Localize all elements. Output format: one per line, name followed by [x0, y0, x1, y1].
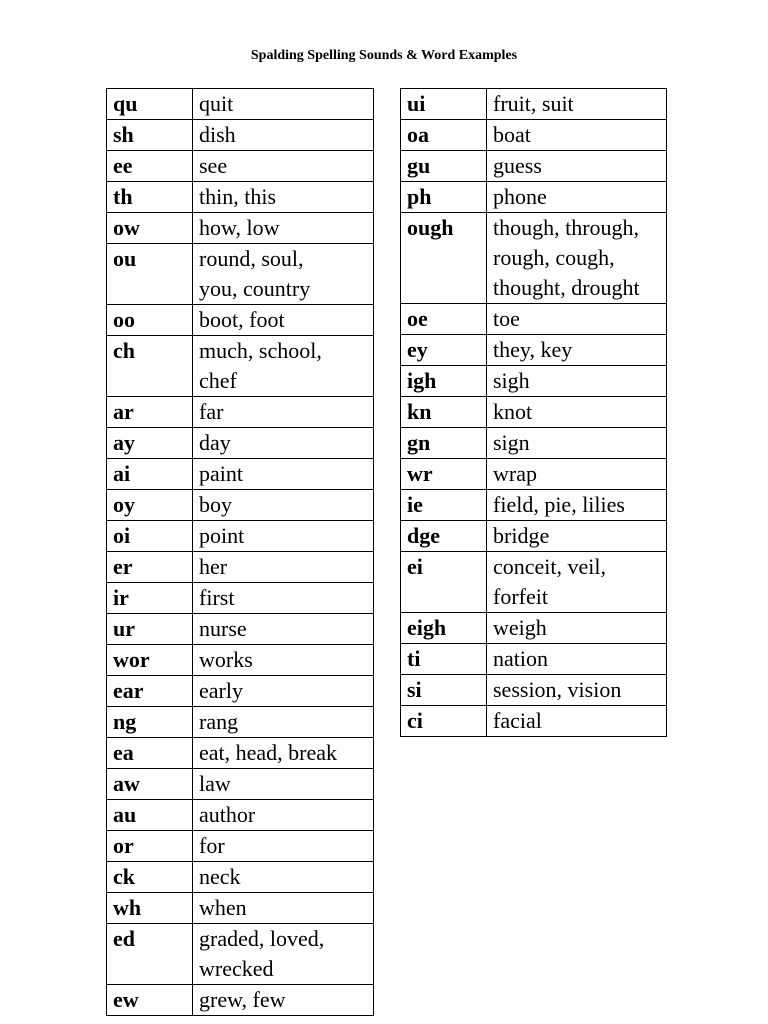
example-cell: toe [487, 304, 667, 335]
table-row [107, 244, 374, 305]
table-row [401, 397, 667, 428]
sound-cell: ou [107, 244, 193, 305]
sound-cell: th [107, 182, 193, 213]
sound-cell: er [107, 552, 193, 583]
example-cell: they, key [487, 335, 667, 366]
sound-cell: ir [107, 583, 193, 614]
example-cell: her [193, 552, 374, 583]
sound-cell: oa [401, 120, 487, 151]
example-cell: neck [193, 862, 374, 893]
sound-cell: ph [401, 182, 487, 213]
table-row [401, 490, 667, 521]
table-row [401, 182, 667, 213]
table-row [107, 893, 374, 924]
table-row [401, 428, 667, 459]
sound-cell: eigh [401, 613, 487, 644]
sound-cell: ci [401, 706, 487, 737]
example-cell: boy [193, 490, 374, 521]
example-cell: when [193, 893, 374, 924]
example-cell: eat, head, break [193, 738, 374, 769]
table-row [107, 305, 374, 336]
table-row [107, 769, 374, 800]
table-row [107, 120, 374, 151]
example-cell: session, vision [487, 675, 667, 706]
table-row [107, 676, 374, 707]
example-cell: how, low [193, 213, 374, 244]
example-cell: field, pie, lilies [487, 490, 667, 521]
sound-cell: gn [401, 428, 487, 459]
table-row [401, 675, 667, 706]
example-cell: far [193, 397, 374, 428]
table-row [107, 490, 374, 521]
table-row [107, 924, 374, 985]
sound-cell: dge [401, 521, 487, 552]
sound-cell: ay [107, 428, 193, 459]
example-cell: grew, few [193, 985, 374, 1016]
table-row [401, 644, 667, 675]
table-row [107, 738, 374, 769]
page-title: Spalding Spelling Sounds & Word Examples [250, 48, 518, 63]
sound-cell: ti [401, 644, 487, 675]
example-cell: dish [193, 120, 374, 151]
left-sounds-table [106, 88, 374, 1016]
table-row [401, 304, 667, 335]
table-row [107, 428, 374, 459]
sound-cell: oe [401, 304, 487, 335]
sound-cell: ey [401, 335, 487, 366]
example-cell: see [193, 151, 374, 182]
table-row [401, 706, 667, 737]
example-cell: first [193, 583, 374, 614]
sound-cell: si [401, 675, 487, 706]
example-cell: law [193, 769, 374, 800]
table-row [401, 459, 667, 490]
example-cell: boat [487, 120, 667, 151]
table-row [107, 459, 374, 490]
table-row [107, 213, 374, 244]
example-cell: nation [487, 644, 667, 675]
example-cell: nurse [193, 614, 374, 645]
example-cell: phone [487, 182, 667, 213]
example-cell: conceit, veil, forfeit [487, 552, 667, 613]
example-cell: rang [193, 707, 374, 738]
example-cell: guess [487, 151, 667, 182]
example-cell: point [193, 521, 374, 552]
sound-cell: wr [401, 459, 487, 490]
sound-cell: ie [401, 490, 487, 521]
sound-cell: au [107, 800, 193, 831]
sound-cell: ng [107, 707, 193, 738]
example-cell: round, soul, you, country [193, 244, 374, 305]
example-cell: graded, loved, wrecked [193, 924, 374, 985]
sound-cell: sh [107, 120, 193, 151]
sound-cell: ei [401, 552, 487, 613]
table-row [401, 213, 667, 304]
example-cell: boot, foot [193, 305, 374, 336]
example-cell: bridge [487, 521, 667, 552]
sound-cell: ck [107, 862, 193, 893]
sound-cell: or [107, 831, 193, 862]
table-row [107, 645, 374, 676]
sound-cell: ui [401, 89, 487, 120]
table-row [401, 89, 667, 120]
table-row [107, 831, 374, 862]
table-row [107, 521, 374, 552]
example-cell: early [193, 676, 374, 707]
example-cell: weigh [487, 613, 667, 644]
table-row [107, 614, 374, 645]
table-row [107, 707, 374, 738]
table-row [107, 336, 374, 397]
sound-cell: qu [107, 89, 193, 120]
table-row [107, 151, 374, 182]
table-row [401, 335, 667, 366]
sound-cell: ee [107, 151, 193, 182]
sound-cell: ear [107, 676, 193, 707]
table-row [107, 862, 374, 893]
sound-cell: oi [107, 521, 193, 552]
sound-cell: ough [401, 213, 487, 304]
example-cell: thin, this [193, 182, 374, 213]
example-cell: paint [193, 459, 374, 490]
sound-cell: kn [401, 397, 487, 428]
sound-cell: ai [107, 459, 193, 490]
sound-cell: oy [107, 490, 193, 521]
sound-cell: ea [107, 738, 193, 769]
table-row [401, 613, 667, 644]
example-cell: works [193, 645, 374, 676]
sound-cell: ch [107, 336, 193, 397]
table-row [107, 552, 374, 583]
table-row [107, 583, 374, 614]
table-row [401, 366, 667, 397]
example-cell: sigh [487, 366, 667, 397]
example-cell: for [193, 831, 374, 862]
sound-cell: ar [107, 397, 193, 428]
sound-cell: gu [401, 151, 487, 182]
table-row [107, 800, 374, 831]
example-cell: day [193, 428, 374, 459]
table-row [401, 120, 667, 151]
table-row [107, 182, 374, 213]
sound-cell: aw [107, 769, 193, 800]
example-cell: author [193, 800, 374, 831]
table-row [401, 151, 667, 182]
example-cell: wrap [487, 459, 667, 490]
sound-cell: wor [107, 645, 193, 676]
example-cell: though, through, rough, cough, thought, drought [487, 213, 667, 304]
example-cell: facial [487, 706, 667, 737]
example-cell: much, school, chef [193, 336, 374, 397]
right-sounds-table [400, 88, 667, 737]
sound-cell: igh [401, 366, 487, 397]
table-row [107, 89, 374, 120]
sound-cell: ow [107, 213, 193, 244]
sound-cell: ew [107, 985, 193, 1016]
example-cell: sign [487, 428, 667, 459]
sound-cell: ur [107, 614, 193, 645]
example-cell: quit [193, 89, 374, 120]
table-row [107, 985, 374, 1016]
table-row [401, 521, 667, 552]
table-row [107, 397, 374, 428]
example-cell: knot [487, 397, 667, 428]
sound-cell: oo [107, 305, 193, 336]
sound-cell: wh [107, 893, 193, 924]
sound-cell: ed [107, 924, 193, 985]
table-row [401, 552, 667, 613]
example-cell: fruit, suit [487, 89, 667, 120]
